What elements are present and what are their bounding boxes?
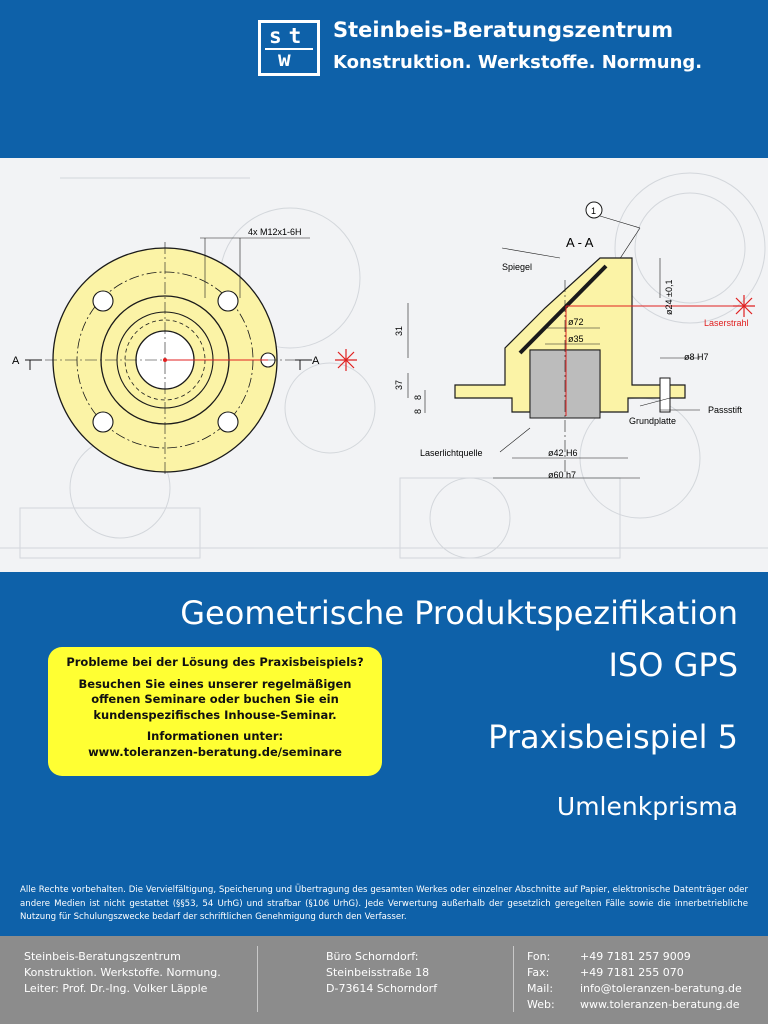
laser-burst-left: [335, 349, 357, 371]
label-d42: ø42 H6: [548, 448, 578, 458]
contact-web-link[interactable]: www.toleranzen-beratung.de: [580, 998, 740, 1011]
drawing-canvas: [0, 158, 768, 572]
footer-divider: [257, 946, 258, 1012]
contact-email-link[interactable]: info@toleranzen-beratung.de: [580, 982, 742, 995]
label-d24: ø24 ±0,1: [664, 279, 674, 315]
label-dim8b: 8: [413, 408, 423, 414]
contact-value: +49 7181 257 9009: [580, 950, 691, 963]
contact-key: Fax:: [527, 966, 550, 979]
label-dim37: 37: [394, 379, 404, 390]
balloon-number: 1: [591, 206, 597, 216]
footer-address: [326, 949, 437, 997]
logo-line1: st: [269, 24, 309, 48]
notice-question: Probleme bei der Lösung des Praxisbeispiels?: [66, 655, 364, 669]
label-passstift: Passstift: [708, 405, 743, 415]
technical-drawing: [0, 158, 768, 572]
title-line2: ISO GPS: [608, 646, 738, 684]
notice-info-label: Informationen unter:: [146, 729, 284, 743]
contact-fax: [527, 965, 742, 981]
footer-contacts: [527, 949, 742, 1013]
org-name: Steinbeis-Beratungszentrum: [333, 18, 674, 42]
notice-url[interactable]: www.toleranzen-beratung.de/seminare: [88, 744, 342, 759]
org-subtitle: Konstruktion. Werkstoffe. Normung.: [333, 52, 703, 73]
header: [0, 0, 768, 158]
footer-address-line: D-73614 Schorndorf: [326, 982, 438, 995]
footer-divider: [513, 946, 514, 1012]
section-view: [394, 202, 755, 480]
label-d72: ø72: [568, 317, 584, 327]
contact-key: Web:: [527, 998, 555, 1011]
footer-org: [24, 949, 221, 997]
footer-address-line: Büro Schorndorf:: [326, 950, 419, 963]
footer: [0, 936, 768, 1024]
steinbeis-logo: [258, 20, 320, 76]
title-line3: Praxisbeispiel 5: [488, 718, 738, 756]
footer-address-line: Steinbeisstraße 18: [326, 966, 430, 979]
contact-mail: [527, 981, 742, 997]
copyright-notice: Alle Rechte vorbehalten. Die Vervielfältigung, Speicherung und Übertragung des gesamten Werkes oder einzelner Abschnitte auf Papier, elektronische Datenträger oder andere Medien ist nicht gestattet (§§53, 54 UrhG) und strafbar (§106 UrhG). Jede Verwertung außerhalb der gesetzlich geregelten Fälle sowie die innerbetriebliche Nutzung für Schulungszwecke bedarf der schriftlichen Genehmigung durch den Verfasser.: [20, 885, 748, 922]
label-d35: ø35: [568, 334, 584, 344]
contact-key: Mail:: [527, 982, 554, 995]
contact-value: +49 7181 255 070: [580, 966, 684, 979]
front-view: [12, 227, 357, 476]
label-laserlichtquelle: Laserlichtquelle: [420, 448, 483, 458]
footer-org-line: Konstruktion. Werkstoffe. Normung.: [24, 966, 221, 979]
seminar-notice: [48, 647, 382, 776]
title-line4: Umlenkprisma: [556, 792, 738, 821]
title-line1: Geometrische Produktspezifikation: [180, 594, 738, 632]
label-spiegel: Spiegel: [502, 262, 533, 272]
label-d8: ø8 H7: [684, 352, 709, 362]
label-laserstrahl: Laserstrahl: [704, 318, 749, 328]
logo-line2: w: [278, 47, 291, 71]
footer-org-line: Steinbeis-Beratungszentrum: [24, 950, 181, 963]
label-d60: ø60 h7: [548, 470, 577, 480]
laser-burst-right: [733, 295, 755, 317]
label-grundplatte: Grundplatte: [629, 416, 677, 426]
contact-fon: [527, 949, 742, 965]
notice-body: Besuchen Sie eines unserer regelmäßigen offenen Seminare oder buchen Sie ein kundenspezifisches Inhouse-Seminar.: [78, 676, 352, 722]
section-title: A - A: [566, 235, 594, 250]
contact-key: Fon:: [527, 950, 551, 963]
section-a-right: A: [312, 355, 320, 367]
section-a-left: A: [12, 355, 20, 367]
contact-web: [527, 997, 742, 1013]
label-dim31: 31: [394, 325, 404, 336]
footer-org-line: Leiter: Prof. Dr.-Ing. Volker Läpple: [24, 982, 208, 995]
thread-label: 4x M12x1-6H: [248, 227, 302, 237]
label-dim8a: 8: [413, 394, 423, 400]
